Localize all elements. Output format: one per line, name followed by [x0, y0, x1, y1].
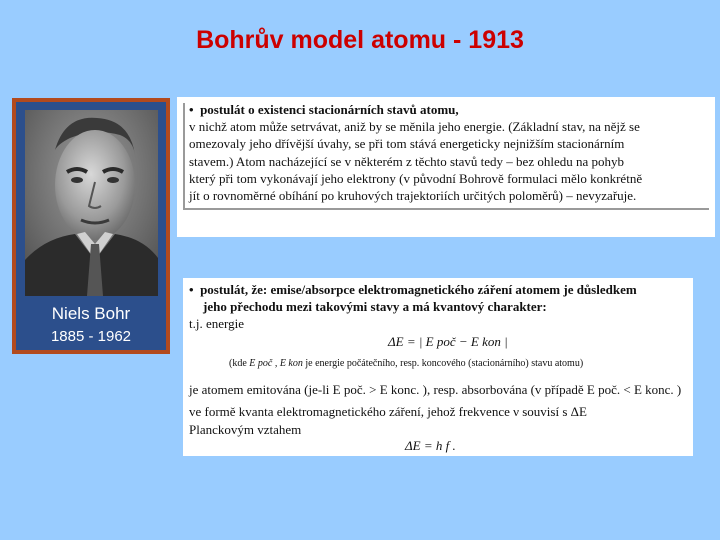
bullet: • [189, 102, 194, 117]
postulate-2-heading-1: postulát, že: emise/absorpce elektromagnetického záření atomem je důsledkem [200, 282, 637, 297]
panel-rule-left [183, 103, 185, 209]
postulate-1-line: jít o rovnoměrné obíhání po kruhových trajektoriích určitých poloměrů) – nevyzařuje. [189, 188, 637, 204]
postulate-1-line: v nichž atom může setrvávat, aniž by se měnila jeho energie. (Základní stav, na nějž se [189, 119, 640, 135]
panel-rule-bottom [183, 208, 709, 210]
page-title: Bohrův model atomu - 1913 [196, 26, 524, 54]
note-prefix: (kde [229, 358, 247, 369]
bohr-portrait-photo [25, 110, 158, 296]
bullet: • [189, 282, 194, 297]
postulate-2-quantum-line: ve formě kvanta elektromagnetického záření, jehož frekvence ν souvisí s ΔE [189, 404, 587, 419]
formula-delta-e: ΔE = | E poč − E kon | [388, 334, 508, 349]
postulate-2-note [229, 358, 583, 369]
postulate-1-text [189, 101, 707, 204]
portrait-caption-name: Niels Bohr [51, 304, 131, 323]
postulate-2-panel [183, 278, 693, 456]
postulate-2-intro: t.j. energie [189, 316, 244, 331]
portrait-caption-years: 1885 - 1962 [50, 328, 132, 345]
postulate-2-planck-line: Planckovým vztahem [189, 422, 302, 437]
postulate-1-panel [177, 97, 715, 237]
note-variables: E poč , E kon [249, 358, 303, 369]
postulate-1-heading: postulát o existenci stacionárních stavů atomu, [200, 102, 459, 117]
postulate-2-emit-line: je atomem emitována (je-li E poč. > E konc. ), resp. absorbována (v případě E poč. < E konc. ) [189, 382, 682, 397]
formula-planck: ΔE = h f . [405, 438, 456, 453]
postulate-1-line: který při tom vykonávají jeho elektrony (v původní Bohrově formulaci mělo konkrétně [189, 170, 643, 186]
postulate-2-heading-2: jeho přechodu mezi takovými stavy a má kvantový charakter: [203, 299, 547, 314]
note-text: je energie počátečního, resp. koncového (stacionárního) stavu atomu) [305, 358, 584, 369]
postulate-1-line: omezovaly jeho dřívější úvahy, se při tom stává energeticky nejnižším stacionárním [189, 136, 625, 152]
postulate-1-line: stavem.) Atom nacházející se v některém z těchto stavů tedy – bez ohledu na pohyb [189, 153, 624, 169]
postulate-2-heading-line [189, 282, 637, 298]
